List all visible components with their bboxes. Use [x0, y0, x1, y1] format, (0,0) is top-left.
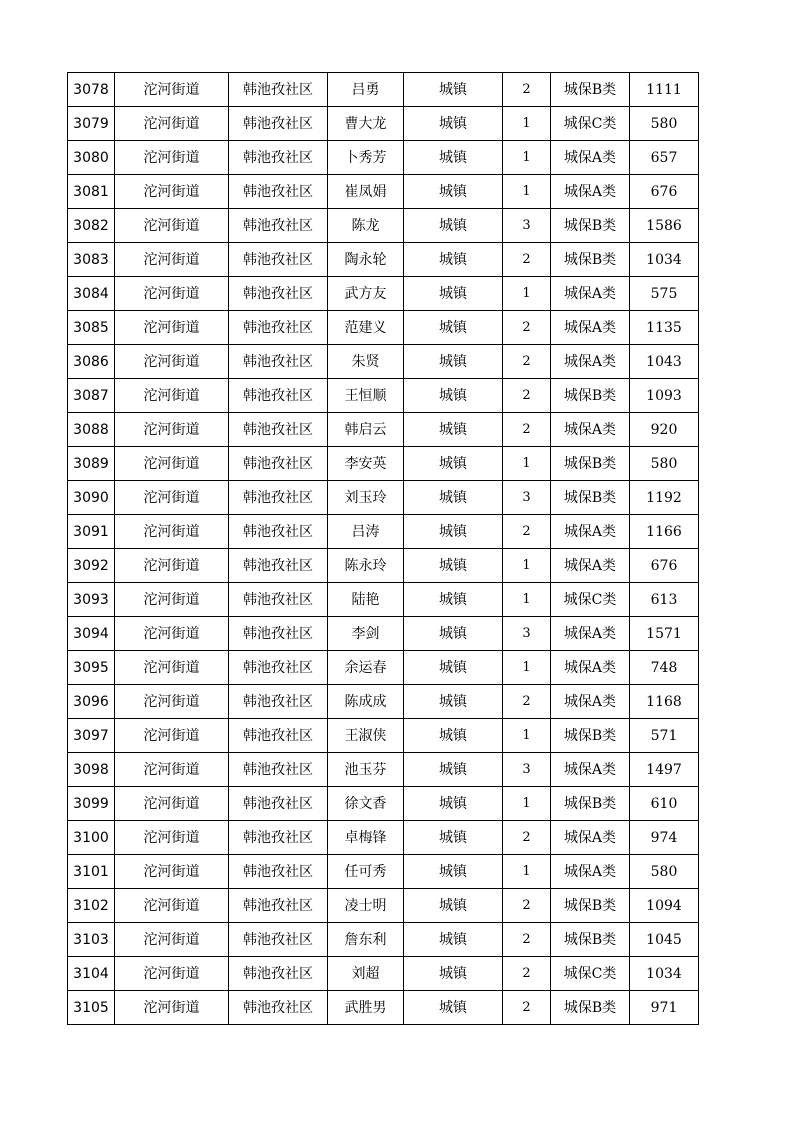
- category-cell: 城保B类: [551, 481, 630, 515]
- record-no-cell: 3079: [68, 107, 115, 141]
- amount-cell: 1045: [630, 923, 699, 957]
- table-row: [68, 413, 699, 447]
- record-no-cell: 3086: [68, 345, 115, 379]
- residence-type-cell: 城镇: [404, 447, 503, 481]
- record-no-cell: 3078: [68, 73, 115, 107]
- household-size-cell: 1: [503, 141, 551, 175]
- table-row: [68, 107, 699, 141]
- community-cell: 韩池孜社区: [229, 379, 328, 413]
- subdistrict-cell: 沱河街道: [115, 345, 229, 379]
- household-size-cell: 3: [503, 209, 551, 243]
- amount-cell: 580: [630, 447, 699, 481]
- record-no-cell: 3083: [68, 243, 115, 277]
- residence-type-cell: 城镇: [404, 855, 503, 889]
- record-no-cell: 3099: [68, 787, 115, 821]
- amount-cell: 1094: [630, 889, 699, 923]
- amount-cell: 920: [630, 413, 699, 447]
- amount-cell: 1586: [630, 209, 699, 243]
- name-cell: 陶永轮: [328, 243, 404, 277]
- household-size-cell: 2: [503, 821, 551, 855]
- category-cell: 城保A类: [551, 549, 630, 583]
- subsidy-table: [67, 72, 699, 1025]
- community-cell: 韩池孜社区: [229, 345, 328, 379]
- household-size-cell: 2: [503, 685, 551, 719]
- household-size-cell: 2: [503, 345, 551, 379]
- residence-type-cell: 城镇: [404, 787, 503, 821]
- residence-type-cell: 城镇: [404, 753, 503, 787]
- category-cell: 城保B类: [551, 379, 630, 413]
- table-row: [68, 515, 699, 549]
- table-row: [68, 209, 699, 243]
- name-cell: 詹东利: [328, 923, 404, 957]
- name-cell: 刘超: [328, 957, 404, 991]
- category-cell: 城保A类: [551, 175, 630, 209]
- household-size-cell: 1: [503, 719, 551, 753]
- subdistrict-cell: 沱河街道: [115, 753, 229, 787]
- residence-type-cell: 城镇: [404, 685, 503, 719]
- residence-type-cell: 城镇: [404, 651, 503, 685]
- table-row: [68, 719, 699, 753]
- record-no-cell: 3085: [68, 311, 115, 345]
- category-cell: 城保B类: [551, 923, 630, 957]
- subdistrict-cell: 沱河街道: [115, 141, 229, 175]
- subdistrict-cell: 沱河街道: [115, 685, 229, 719]
- name-cell: 徐文香: [328, 787, 404, 821]
- category-cell: 城保B类: [551, 73, 630, 107]
- subdistrict-cell: 沱河街道: [115, 855, 229, 889]
- category-cell: 城保A类: [551, 821, 630, 855]
- category-cell: 城保A类: [551, 651, 630, 685]
- household-size-cell: 3: [503, 617, 551, 651]
- category-cell: 城保B类: [551, 243, 630, 277]
- category-cell: 城保C类: [551, 583, 630, 617]
- household-size-cell: 1: [503, 277, 551, 311]
- category-cell: 城保B类: [551, 889, 630, 923]
- amount-cell: 676: [630, 175, 699, 209]
- community-cell: 韩池孜社区: [229, 821, 328, 855]
- name-cell: 范建义: [328, 311, 404, 345]
- name-cell: 王恒顺: [328, 379, 404, 413]
- record-no-cell: 3097: [68, 719, 115, 753]
- record-no-cell: 3096: [68, 685, 115, 719]
- residence-type-cell: 城镇: [404, 549, 503, 583]
- residence-type-cell: 城镇: [404, 719, 503, 753]
- record-no-cell: 3093: [68, 583, 115, 617]
- table-row: [68, 549, 699, 583]
- household-size-cell: 2: [503, 991, 551, 1025]
- name-cell: 韩启云: [328, 413, 404, 447]
- subdistrict-cell: 沱河街道: [115, 447, 229, 481]
- record-no-cell: 3090: [68, 481, 115, 515]
- residence-type-cell: 城镇: [404, 107, 503, 141]
- amount-cell: 580: [630, 107, 699, 141]
- record-no-cell: 3087: [68, 379, 115, 413]
- record-no-cell: 3092: [68, 549, 115, 583]
- name-cell: 任可秀: [328, 855, 404, 889]
- table-row: [68, 73, 699, 107]
- community-cell: 韩池孜社区: [229, 311, 328, 345]
- record-no-cell: 3094: [68, 617, 115, 651]
- household-size-cell: 1: [503, 787, 551, 821]
- household-size-cell: 1: [503, 549, 551, 583]
- community-cell: 韩池孜社区: [229, 73, 328, 107]
- category-cell: 城保A类: [551, 515, 630, 549]
- table-row: [68, 345, 699, 379]
- community-cell: 韩池孜社区: [229, 617, 328, 651]
- residence-type-cell: 城镇: [404, 821, 503, 855]
- record-no-cell: 3104: [68, 957, 115, 991]
- amount-cell: 1192: [630, 481, 699, 515]
- household-size-cell: 2: [503, 413, 551, 447]
- table-row: [68, 141, 699, 175]
- table-row: [68, 651, 699, 685]
- amount-cell: 676: [630, 549, 699, 583]
- subdistrict-cell: 沱河街道: [115, 481, 229, 515]
- subdistrict-cell: 沱河街道: [115, 787, 229, 821]
- table-row: [68, 277, 699, 311]
- table-row: [68, 243, 699, 277]
- household-size-cell: 2: [503, 379, 551, 413]
- household-size-cell: 2: [503, 243, 551, 277]
- amount-cell: 575: [630, 277, 699, 311]
- table-row: [68, 617, 699, 651]
- subdistrict-cell: 沱河街道: [115, 617, 229, 651]
- community-cell: 韩池孜社区: [229, 719, 328, 753]
- household-size-cell: 2: [503, 957, 551, 991]
- subdistrict-cell: 沱河街道: [115, 209, 229, 243]
- residence-type-cell: 城镇: [404, 481, 503, 515]
- name-cell: 李安英: [328, 447, 404, 481]
- category-cell: 城保B类: [551, 209, 630, 243]
- community-cell: 韩池孜社区: [229, 549, 328, 583]
- record-no-cell: 3089: [68, 447, 115, 481]
- household-size-cell: 1: [503, 855, 551, 889]
- residence-type-cell: 城镇: [404, 243, 503, 277]
- residence-type-cell: 城镇: [404, 923, 503, 957]
- table-row: [68, 447, 699, 481]
- subdistrict-cell: 沱河街道: [115, 413, 229, 447]
- household-size-cell: 1: [503, 107, 551, 141]
- community-cell: 韩池孜社区: [229, 787, 328, 821]
- record-no-cell: 3081: [68, 175, 115, 209]
- name-cell: 李剑: [328, 617, 404, 651]
- residence-type-cell: 城镇: [404, 209, 503, 243]
- amount-cell: 1043: [630, 345, 699, 379]
- table-row: [68, 311, 699, 345]
- name-cell: 陈永玲: [328, 549, 404, 583]
- community-cell: 韩池孜社区: [229, 685, 328, 719]
- residence-type-cell: 城镇: [404, 583, 503, 617]
- table-row: [68, 821, 699, 855]
- amount-cell: 657: [630, 141, 699, 175]
- table-row: [68, 787, 699, 821]
- category-cell: 城保C类: [551, 957, 630, 991]
- household-size-cell: 1: [503, 583, 551, 617]
- household-size-cell: 1: [503, 175, 551, 209]
- name-cell: 余运春: [328, 651, 404, 685]
- category-cell: 城保A类: [551, 413, 630, 447]
- record-no-cell: 3080: [68, 141, 115, 175]
- residence-type-cell: 城镇: [404, 889, 503, 923]
- name-cell: 曹大龙: [328, 107, 404, 141]
- subdistrict-cell: 沱河街道: [115, 583, 229, 617]
- subdistrict-cell: 沱河街道: [115, 379, 229, 413]
- household-size-cell: 2: [503, 311, 551, 345]
- name-cell: 吕涛: [328, 515, 404, 549]
- category-cell: 城保A类: [551, 311, 630, 345]
- residence-type-cell: 城镇: [404, 141, 503, 175]
- amount-cell: 748: [630, 651, 699, 685]
- category-cell: 城保A类: [551, 855, 630, 889]
- name-cell: 陆艳: [328, 583, 404, 617]
- community-cell: 韩池孜社区: [229, 515, 328, 549]
- residence-type-cell: 城镇: [404, 311, 503, 345]
- name-cell: 池玉芬: [328, 753, 404, 787]
- name-cell: 朱贤: [328, 345, 404, 379]
- subdistrict-cell: 沱河街道: [115, 821, 229, 855]
- table-row: [68, 583, 699, 617]
- name-cell: 吕勇: [328, 73, 404, 107]
- amount-cell: 1034: [630, 243, 699, 277]
- household-size-cell: 1: [503, 447, 551, 481]
- residence-type-cell: 城镇: [404, 617, 503, 651]
- residence-type-cell: 城镇: [404, 991, 503, 1025]
- residence-type-cell: 城镇: [404, 277, 503, 311]
- table-row: [68, 923, 699, 957]
- household-size-cell: 3: [503, 753, 551, 787]
- community-cell: 韩池孜社区: [229, 957, 328, 991]
- record-no-cell: 3101: [68, 855, 115, 889]
- amount-cell: 580: [630, 855, 699, 889]
- category-cell: 城保A类: [551, 345, 630, 379]
- amount-cell: 1497: [630, 753, 699, 787]
- name-cell: 陈成成: [328, 685, 404, 719]
- name-cell: 凌士明: [328, 889, 404, 923]
- name-cell: 卜秀芳: [328, 141, 404, 175]
- amount-cell: 1135: [630, 311, 699, 345]
- amount-cell: 1034: [630, 957, 699, 991]
- subdistrict-cell: 沱河街道: [115, 957, 229, 991]
- category-cell: 城保A类: [551, 617, 630, 651]
- amount-cell: 971: [630, 991, 699, 1025]
- amount-cell: 1111: [630, 73, 699, 107]
- amount-cell: 974: [630, 821, 699, 855]
- category-cell: 城保B类: [551, 787, 630, 821]
- name-cell: 陈龙: [328, 209, 404, 243]
- household-size-cell: 2: [503, 515, 551, 549]
- subdistrict-cell: 沱河街道: [115, 991, 229, 1025]
- record-no-cell: 3088: [68, 413, 115, 447]
- record-no-cell: 3105: [68, 991, 115, 1025]
- residence-type-cell: 城镇: [404, 73, 503, 107]
- subdistrict-cell: 沱河街道: [115, 515, 229, 549]
- residence-type-cell: 城镇: [404, 345, 503, 379]
- category-cell: 城保B类: [551, 991, 630, 1025]
- table-row: [68, 957, 699, 991]
- community-cell: 韩池孜社区: [229, 107, 328, 141]
- record-no-cell: 3098: [68, 753, 115, 787]
- community-cell: 韩池孜社区: [229, 447, 328, 481]
- subdistrict-cell: 沱河街道: [115, 107, 229, 141]
- table-row: [68, 855, 699, 889]
- amount-cell: 1571: [630, 617, 699, 651]
- household-size-cell: 2: [503, 923, 551, 957]
- category-cell: 城保A类: [551, 277, 630, 311]
- category-cell: 城保B类: [551, 447, 630, 481]
- subdistrict-cell: 沱河街道: [115, 651, 229, 685]
- record-no-cell: 3103: [68, 923, 115, 957]
- community-cell: 韩池孜社区: [229, 855, 328, 889]
- category-cell: 城保B类: [551, 719, 630, 753]
- residence-type-cell: 城镇: [404, 175, 503, 209]
- subdistrict-cell: 沱河街道: [115, 175, 229, 209]
- name-cell: 卓梅锋: [328, 821, 404, 855]
- community-cell: 韩池孜社区: [229, 481, 328, 515]
- community-cell: 韩池孜社区: [229, 991, 328, 1025]
- amount-cell: 610: [630, 787, 699, 821]
- community-cell: 韩池孜社区: [229, 923, 328, 957]
- amount-cell: 571: [630, 719, 699, 753]
- table-row: [68, 889, 699, 923]
- amount-cell: 1168: [630, 685, 699, 719]
- table-body: [68, 73, 699, 1025]
- subdistrict-cell: 沱河街道: [115, 73, 229, 107]
- amount-cell: 613: [630, 583, 699, 617]
- table-row: [68, 175, 699, 209]
- record-no-cell: 3082: [68, 209, 115, 243]
- subdistrict-cell: 沱河街道: [115, 923, 229, 957]
- subdistrict-cell: 沱河街道: [115, 243, 229, 277]
- subdistrict-cell: 沱河街道: [115, 311, 229, 345]
- household-size-cell: 2: [503, 73, 551, 107]
- residence-type-cell: 城镇: [404, 413, 503, 447]
- subdistrict-cell: 沱河街道: [115, 277, 229, 311]
- household-size-cell: 2: [503, 889, 551, 923]
- community-cell: 韩池孜社区: [229, 243, 328, 277]
- table-row: [68, 685, 699, 719]
- subdistrict-cell: 沱河街道: [115, 889, 229, 923]
- record-no-cell: 3084: [68, 277, 115, 311]
- name-cell: 武胜男: [328, 991, 404, 1025]
- community-cell: 韩池孜社区: [229, 583, 328, 617]
- amount-cell: 1093: [630, 379, 699, 413]
- table-row: [68, 991, 699, 1025]
- name-cell: 王淑侠: [328, 719, 404, 753]
- amount-cell: 1166: [630, 515, 699, 549]
- table-row: [68, 379, 699, 413]
- record-no-cell: 3102: [68, 889, 115, 923]
- community-cell: 韩池孜社区: [229, 753, 328, 787]
- community-cell: 韩池孜社区: [229, 277, 328, 311]
- category-cell: 城保C类: [551, 107, 630, 141]
- community-cell: 韩池孜社区: [229, 651, 328, 685]
- residence-type-cell: 城镇: [404, 957, 503, 991]
- category-cell: 城保A类: [551, 141, 630, 175]
- table-row: [68, 481, 699, 515]
- household-size-cell: 1: [503, 651, 551, 685]
- residence-type-cell: 城镇: [404, 379, 503, 413]
- table-row: [68, 753, 699, 787]
- community-cell: 韩池孜社区: [229, 413, 328, 447]
- community-cell: 韩池孜社区: [229, 175, 328, 209]
- record-no-cell: 3100: [68, 821, 115, 855]
- subdistrict-cell: 沱河街道: [115, 549, 229, 583]
- residence-type-cell: 城镇: [404, 515, 503, 549]
- household-size-cell: 3: [503, 481, 551, 515]
- community-cell: 韩池孜社区: [229, 209, 328, 243]
- name-cell: 崔凤娟: [328, 175, 404, 209]
- name-cell: 武方友: [328, 277, 404, 311]
- subdistrict-cell: 沱河街道: [115, 719, 229, 753]
- record-no-cell: 3091: [68, 515, 115, 549]
- name-cell: 刘玉玲: [328, 481, 404, 515]
- community-cell: 韩池孜社区: [229, 889, 328, 923]
- category-cell: 城保A类: [551, 685, 630, 719]
- category-cell: 城保A类: [551, 753, 630, 787]
- record-no-cell: 3095: [68, 651, 115, 685]
- community-cell: 韩池孜社区: [229, 141, 328, 175]
